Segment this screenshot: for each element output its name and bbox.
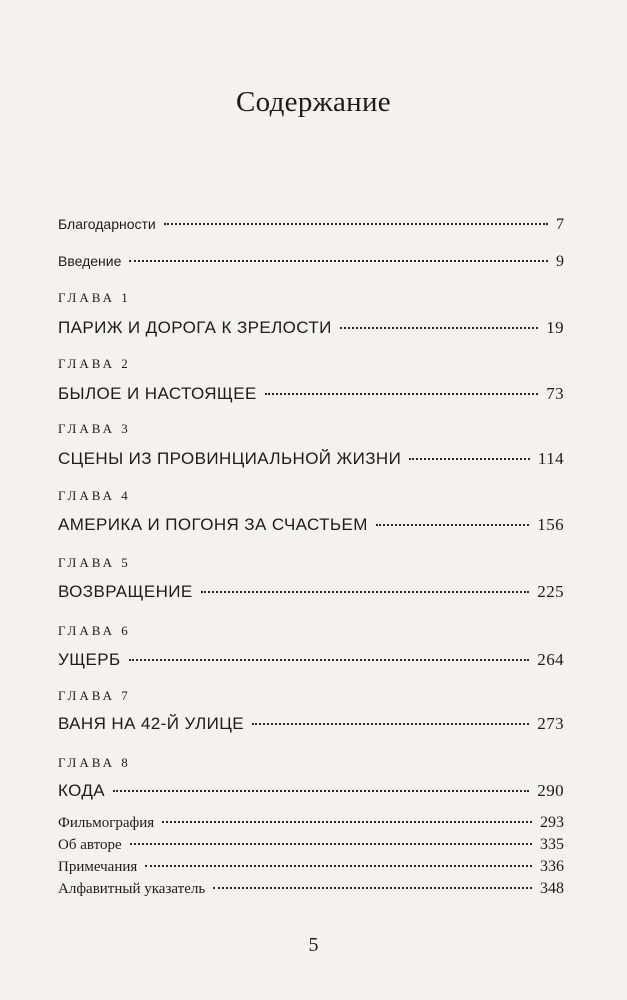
toc-entry-chapter-7[interactable]	[58, 714, 564, 734]
dot-leader	[129, 260, 548, 262]
toc-entry-page: 114	[537, 449, 564, 468]
toc-entry-chapter-5[interactable]	[58, 582, 564, 602]
toc-entry-page: 290	[537, 781, 564, 800]
toc-entry-label: СЦЕНЫ ИЗ ПРОВИНЦИАЛЬНОЙ ЖИЗНИ	[58, 449, 402, 468]
toc-entry-page: 264	[537, 650, 564, 669]
chapter-label: ГЛАВА 7	[58, 688, 131, 703]
toc-entry-chapter-1[interactable]	[58, 318, 564, 338]
toc-entry-label: Об авторе	[58, 837, 122, 853]
toc-entry-page: 73	[546, 384, 564, 403]
dot-leader	[113, 790, 529, 792]
toc-entry-label: КОДА	[58, 781, 106, 800]
toc-entry-label: Алфавитный указатель	[58, 881, 206, 897]
chapter-label: ГЛАВА 2	[58, 356, 131, 371]
toc-entry-page: 9	[556, 253, 564, 270]
toc-entry-filmography[interactable]	[58, 814, 564, 832]
dot-leader	[145, 865, 532, 867]
table-of-contents	[58, 0, 564, 1000]
chapter-label: ГЛАВА 4	[58, 488, 131, 503]
dot-leader	[164, 223, 548, 225]
toc-entry-chapter-6[interactable]	[58, 650, 564, 670]
toc-entry-index[interactable]	[58, 880, 564, 898]
toc-entry-chapter-3[interactable]	[58, 449, 564, 469]
dot-leader	[252, 723, 529, 725]
chapter-label: ГЛАВА 6	[58, 623, 131, 638]
toc-entry-page: 225	[537, 582, 564, 601]
toc-entry-page: 19	[546, 318, 564, 337]
toc-entry-label: Введение	[58, 253, 122, 269]
chapter-label: ГЛАВА 8	[58, 755, 131, 770]
dot-leader	[409, 458, 530, 460]
toc-entry-notes[interactable]	[58, 858, 564, 876]
toc-entry-label: ВОЗВРАЩЕНИЕ	[58, 582, 193, 601]
toc-entry-page: 293	[540, 814, 564, 831]
dot-leader	[129, 659, 530, 661]
dot-leader	[201, 591, 530, 593]
toc-entry-label: УЩЕРБ	[58, 650, 121, 669]
toc-entry-page: 348	[540, 880, 564, 897]
toc-entry-chapter-4[interactable]	[58, 515, 564, 535]
toc-entry-about-author[interactable]	[58, 836, 564, 854]
toc-entry-label: АМЕРИКА И ПОГОНЯ ЗА СЧАСТЬЕМ	[58, 515, 368, 534]
toc-entry-label: Фильмография	[58, 815, 155, 831]
dot-leader	[340, 327, 538, 329]
toc-entry-page: 335	[540, 836, 564, 853]
dot-leader	[130, 843, 532, 845]
toc-entry-label: Благодарности	[58, 216, 156, 232]
toc-entry-label: ВАНЯ НА 42-Й УЛИЦЕ	[58, 714, 244, 733]
toc-entry-acknowledgements[interactable]	[58, 216, 564, 234]
dot-leader	[162, 821, 532, 823]
chapter-label: ГЛАВА 1	[58, 290, 131, 305]
toc-entry-page: 336	[540, 858, 564, 875]
dot-leader	[376, 524, 530, 526]
dot-leader	[213, 887, 532, 889]
toc-entry-page: 156	[537, 515, 564, 534]
toc-entry-label: Примечания	[58, 859, 138, 875]
toc-entry-label: ПАРИЖ И ДОРОГА К ЗРЕЛОСТИ	[58, 318, 332, 337]
toc-entry-chapter-8[interactable]	[58, 781, 564, 801]
page-title: Содержание	[236, 86, 391, 118]
dot-leader	[265, 393, 538, 395]
toc-entry-chapter-2[interactable]	[58, 384, 564, 404]
toc-entry-page: 7	[556, 216, 564, 233]
chapter-label: ГЛАВА 3	[58, 421, 131, 436]
toc-entry-introduction[interactable]	[58, 253, 564, 271]
toc-entry-page: 273	[537, 714, 564, 733]
toc-entry-label: БЫЛОЕ И НАСТОЯЩЕЕ	[58, 384, 257, 403]
chapter-label: ГЛАВА 5	[58, 555, 131, 570]
page-number: 5	[308, 934, 319, 956]
